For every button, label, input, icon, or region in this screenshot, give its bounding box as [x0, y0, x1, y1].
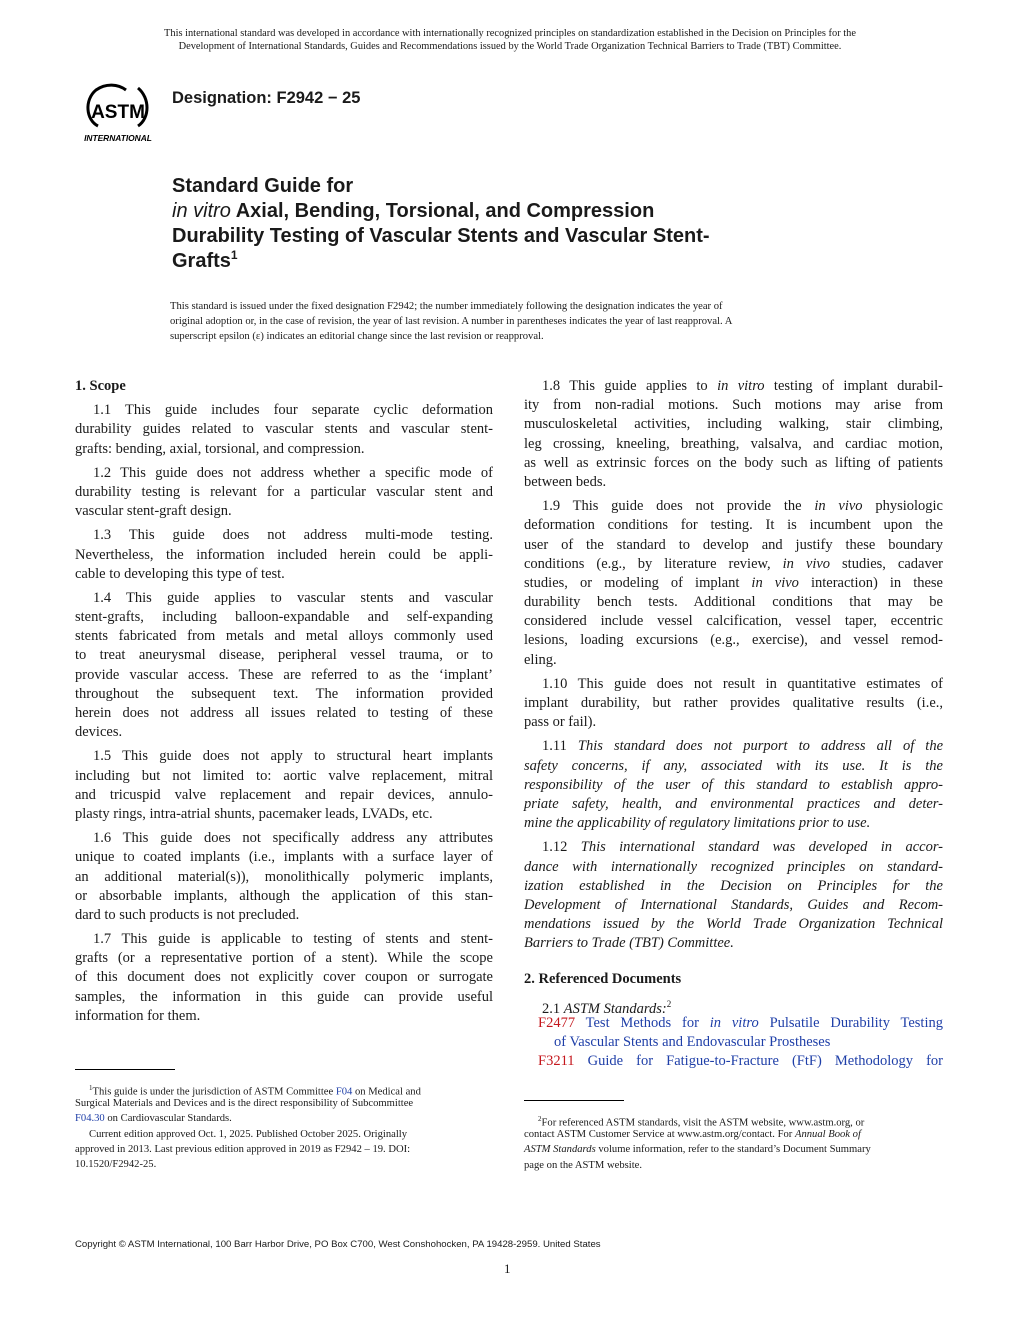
text-line: of this document does not explicitly cover coupon or surrogate: [75, 969, 493, 986]
text-line: [524, 838, 943, 857]
italic-text: Annual Book of: [794, 1129, 861, 1141]
title-line: [172, 199, 872, 224]
paragraph-number: 2.1: [542, 1000, 564, 1017]
title-footnote-mark[interactable]: 1: [230, 248, 238, 262]
text-line: [524, 497, 943, 516]
italic-term: in vitro: [717, 378, 765, 394]
reference-title-link[interactable]: Guide for Fatigue-to-Fracture (FtF) Methodology for: [574, 1053, 943, 1070]
title-line: Durability Testing of Vascular Stents and Vascular Stent-: [172, 225, 710, 247]
footnote-line: page on the ASTM website.: [524, 1159, 642, 1171]
text-line: including but not limited to: aortic valve replacement, mitral: [75, 767, 493, 784]
reference-title-link[interactable]: Test Methods for: [575, 1014, 710, 1031]
text-line: safety concerns, if any, associated with its use. It is the: [524, 757, 943, 774]
title-line: [172, 249, 872, 274]
text-line: between beds.: [524, 473, 607, 490]
text-span: on Medical and: [352, 1086, 421, 1098]
astm-logo-letters: ASTM: [91, 102, 145, 123]
reference-code-link[interactable]: F2477: [538, 1014, 576, 1031]
text-span: on Cardiovascular Standards.: [104, 1113, 232, 1125]
text-line: durability bench tests. Additional conditions that may be: [524, 594, 943, 611]
footnote-line: [524, 1112, 943, 1127]
text-line: mine the applicability of regulatory limitations prior to use.: [524, 815, 871, 832]
text-span: contact ASTM Customer Service at www.astm.org/contact. For: [524, 1129, 795, 1141]
text-line: plasty rings, intra-atrial shunts, pacemaker leads, LVADs, etc.: [75, 805, 433, 822]
text-line: Nevertheless, the information included herein could be appli-: [75, 546, 493, 563]
paragraph-1-12: [524, 838, 943, 953]
text-span: This guide is under the jurisdiction of ASTM Committee: [92, 1086, 336, 1098]
right-column: [524, 377, 943, 1071]
text-line: [524, 555, 943, 574]
text-line: or absorbable implants, although the application of this stan-: [75, 887, 493, 904]
paragraph-1-1: [75, 401, 493, 459]
text-line: 1.10 This guide does not result in quantitative estimates of: [542, 675, 943, 692]
text-span: interaction) in these: [798, 574, 943, 591]
text-line: 1.7 This guide is applicable to testing of stents and stent-: [93, 931, 493, 948]
title-text: Grafts: [172, 250, 231, 272]
astm-logo: [76, 80, 160, 144]
title-text: Axial, Bending, Torsional, and Compression: [230, 200, 655, 222]
paragraph-1-8: [524, 377, 943, 492]
text-line: [524, 377, 943, 396]
text-span: conditions (e.g., by literature review,: [524, 555, 783, 572]
text-span: 1.9 This guide does not provide the: [542, 498, 815, 515]
paragraph-1-7: [75, 930, 493, 1026]
text-span: physiologic: [862, 498, 943, 515]
text-line: grafts: bending, axial, torsional, and compression.: [75, 440, 365, 457]
left-column: [75, 377, 493, 1031]
footnote-line: approved in 2013. Last previous edition approved in 2019 as F2942 – 19. DOI:: [75, 1143, 411, 1155]
footnote-divider: [75, 1069, 175, 1070]
section-heading-scope: 1. Scope: [75, 378, 126, 394]
text-line: dard to such products is not precluded.: [75, 906, 300, 923]
text-line: [524, 574, 943, 593]
paragraph-1-10: [524, 675, 943, 733]
subsection-astm-standards: [524, 995, 943, 1017]
footnote-divider: [524, 1100, 624, 1101]
issue-note-line: This standard is issued under the fixed designation F2942; the number immediately following the designation indicates the year of: [170, 301, 723, 312]
footnote-mark[interactable]: 2: [666, 998, 672, 1009]
reference-f2477[interactable]: [524, 1014, 943, 1033]
text-line: 1.3 This guide does not address multi-mode testing.: [93, 527, 493, 544]
text-line: durability testing is relevant for a particular vascular stent and: [75, 483, 493, 500]
paragraph-1-2: [75, 464, 493, 522]
italic-text: This standard does not purport to address all of the: [577, 738, 944, 755]
issue-note: [170, 299, 860, 345]
text-line: mendations issued by the World Trade Organization Technical: [524, 916, 943, 933]
text-line: unique to coated implants (i.e., implants with a surface layer of: [75, 849, 493, 866]
text-line: 1.2 This guide does not address whether a specific mode of: [93, 464, 493, 481]
text-line: 1.5 This guide does not apply to structural heart implants: [93, 748, 493, 765]
text-line: ization established in the Decision on Principles for the: [524, 877, 943, 894]
text-line: information for them.: [75, 1007, 201, 1024]
reference-title-italic[interactable]: in vitro: [709, 1014, 759, 1031]
italic-term: in vivo: [782, 555, 831, 572]
text-line: user of the standard to develop and justify these boundary: [524, 536, 943, 553]
footnote-line: [524, 1142, 943, 1157]
subcommittee-link[interactable]: F04.30: [75, 1113, 105, 1125]
text-line: grafts (or a representative portion of a stent). While the scope: [75, 950, 493, 967]
paragraph-1-3: [75, 526, 493, 584]
text-line: pass or fail).: [524, 714, 597, 731]
text-line: 1.6 This guide does not specifically address any attributes: [93, 830, 493, 847]
title-line: Standard Guide for: [172, 175, 354, 197]
page-number: 1: [504, 1261, 511, 1276]
text-line: 1.1 This guide includes four separate cyclic deformation: [93, 402, 493, 419]
committee-link[interactable]: F04: [335, 1086, 353, 1098]
text-line: lesions, loading excursions (e.g., exercise), and vessel remod-: [524, 632, 943, 649]
footnote-line: Current edition approved Oct. 1, 2025. Published October 2025. Originally: [89, 1128, 408, 1140]
text-line: considered include vessel calcification, vessel taper, eccentric: [524, 613, 943, 630]
text-span: testing of implant durabil-: [764, 378, 943, 394]
text-span: 1.8 This guide applies to: [542, 378, 718, 394]
paragraph-1-6: [75, 829, 493, 925]
subsection-label: ASTM Standards:: [563, 1000, 667, 1017]
text-line: implant durability, but rather provides qualitative results (i.e.,: [524, 695, 943, 711]
top-notice-line: This international standard was developed in accordance with internationally recognized principles on standardization established in the Decision on Principles for the: [164, 28, 856, 39]
text-line: priate safety, health, and environmental practices and deter-: [524, 795, 943, 812]
paragraph-1-5: [75, 747, 493, 824]
text-line: stent-grafts, including balloon-expandable and self-expanding: [75, 609, 493, 626]
text-line: devices.: [75, 724, 123, 741]
issue-note-line: superscript epsilon (ε) indicates an editorial change since the last revision or reapproval.: [170, 331, 544, 343]
designation: Designation: F2942 − 25: [172, 89, 361, 107]
text-line: dance with internationally recognized principles on standard-: [524, 858, 943, 875]
text-line: as well as extrinsic forces on the body such as lifting of patients: [524, 454, 943, 471]
footnote-number: 1: [89, 1084, 93, 1092]
text-span: studies, or modeling of implant: [524, 574, 752, 591]
footnote-line: [524, 1127, 943, 1142]
text-span: studies, cadaver: [830, 555, 943, 572]
footnote-line: 10.1520/F2942-25.: [75, 1158, 157, 1170]
footnote-line: [75, 1111, 493, 1126]
document-title: [172, 174, 872, 274]
title-italic: in vitro: [172, 200, 231, 222]
text-line: durability guides related to vascular stents and vascular stent-: [75, 421, 493, 438]
text-line: Barriers to Trade (TBT) Committee.: [524, 935, 734, 952]
reference-code-link[interactable]: F3211: [538, 1053, 575, 1070]
text-line: cable to developing this type of test.: [75, 565, 285, 582]
paragraph-1-4: [75, 589, 493, 743]
italic-text: This international standard was developed in accor-: [580, 839, 943, 856]
text-line: 1.4 This guide applies to vascular stents and vascular: [93, 589, 493, 606]
issue-note-line: original adoption or, in the case of revision, the year of last revision. A number in parentheses indicates the year of last reapproval. A: [170, 316, 733, 328]
reference-title-link[interactable]: Pulsatile Durability Testing: [758, 1014, 943, 1031]
paragraph-1-9: [524, 497, 943, 670]
text-span: volume information, refer to the standard’s Document Summary: [595, 1144, 871, 1156]
text-line: responsibility of the user of this standard to establish appro-: [524, 776, 943, 793]
text-line: Development of International Standards, Guides and Recom-: [524, 896, 943, 913]
text-line: stents fabricated from metals and metal alloys commonly used: [75, 628, 493, 645]
text-span: For referenced ASTM standards, visit the ASTM website, www.astm.org, or: [541, 1117, 865, 1129]
text-line: an additional material(s)), monolithically polymeric implants,: [75, 868, 493, 885]
text-line: throughout the subsequent text. The information provided: [75, 685, 493, 702]
text-line: ity from non-radial motions. Such motions may arise from: [524, 397, 943, 414]
text-line: [524, 737, 943, 756]
footnote-1: [75, 1081, 493, 1172]
paragraph-number: 1.11: [542, 738, 578, 755]
footnote-line: Surgical Materials and Devices and is the direct responsibility of Subcommittee: [75, 1098, 414, 1110]
footnote-line: [75, 1081, 493, 1096]
reference-f2477-line2[interactable]: of Vascular Stents and Endovascular Prostheses: [554, 1034, 831, 1050]
astm-logo-mark: [88, 85, 147, 126]
top-notice-line: Development of International Standards, Guides and Recommendations issued by the World Trade Organization Technical Barriers to Trade (TBT) Committee.: [178, 41, 842, 52]
paragraph-1-11: [524, 737, 943, 833]
text-line: musculoskeletal activities, including walking, stair climbing,: [524, 416, 943, 433]
text-line: and tricuspid valve replacement and repair devices, annulo-: [75, 786, 493, 803]
copyright-notice: Copyright © ASTM International, 100 Barr Harbor Drive, PO Box C700, West Conshohocken, PA 19428-2959. United States: [75, 1239, 601, 1250]
text-line: herein does not address all issues related to testing of these: [75, 705, 493, 721]
reference-f3211[interactable]: [524, 1052, 943, 1071]
top-notice: [70, 27, 950, 53]
italic-term: in vivo: [814, 498, 863, 515]
text-line: vascular stent-graft design.: [75, 503, 232, 520]
astm-logo-caption: INTERNATIONAL: [84, 133, 152, 143]
paragraph-number: 1.12: [542, 839, 581, 856]
text-line: provide vascular access. These are referred to as the ‘implant’: [75, 666, 493, 683]
footnote-number: 2: [538, 1115, 542, 1123]
text-line: eling.: [524, 651, 557, 668]
section-heading-referenced-documents: 2. Referenced Documents: [524, 971, 682, 988]
text-line: to treat aneurysmal disease, peripheral vessel trauma, or to: [75, 647, 493, 664]
text-line: deformation conditions for testing. It is incumbent upon the: [524, 517, 943, 534]
footnote-2: [524, 1112, 943, 1173]
italic-term: in vivo: [751, 574, 799, 591]
text-line: samples, the information in this guide can provide useful: [75, 988, 493, 1005]
italic-text: ASTM Standards: [524, 1144, 596, 1156]
text-line: leg crossing, kneeling, breathing, valsalva, and cardiac motion,: [524, 435, 943, 452]
